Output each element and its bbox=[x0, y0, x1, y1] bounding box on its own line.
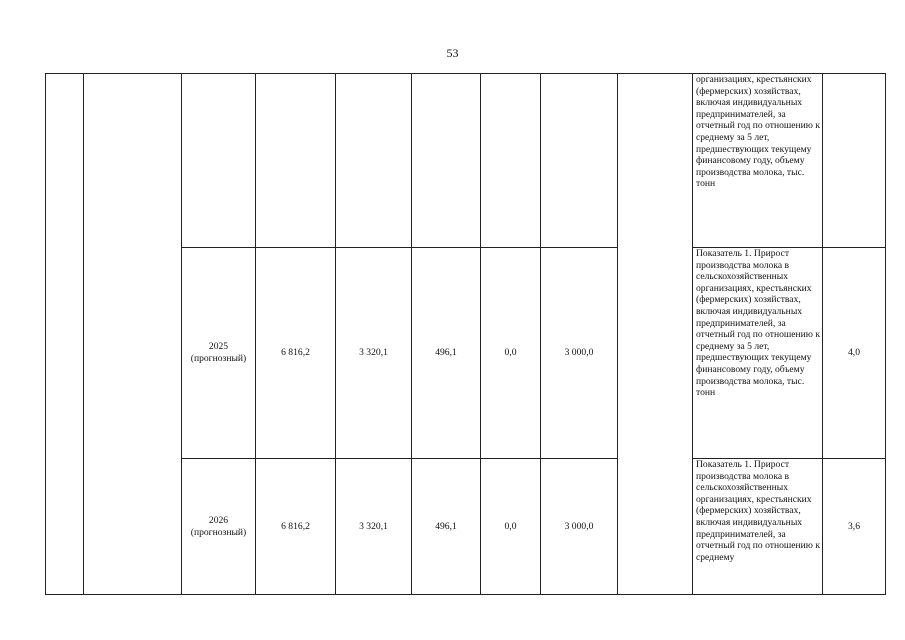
value-regional-cell bbox=[412, 74, 481, 248]
value-other-cell: 3 000,0 bbox=[541, 459, 618, 595]
value-local-cell: 0,0 bbox=[481, 248, 541, 459]
year-cell bbox=[182, 248, 256, 459]
value-federal-cell: 3 320,1 bbox=[336, 248, 412, 459]
value-total-cell bbox=[256, 74, 336, 248]
year-label: 2025 bbox=[208, 341, 229, 353]
year-cell bbox=[182, 459, 256, 595]
value-local-cell: 0,0 bbox=[481, 459, 541, 595]
value-regional-cell: 496,1 bbox=[412, 459, 481, 595]
indicator-name-cell: Показатель 1. Прирост производства молока в сельскохозяйственных организациях, крестьянских (фермерских) хозяйствах, включая индивидуальных предпринимателей, за отчетный год по отношению к среднему за 5 лет, предшествующих текущему финансовому году, объему производства молока, тыс. тонн bbox=[693, 248, 823, 459]
program-table bbox=[45, 73, 886, 595]
value-total-cell: 6 816,2 bbox=[256, 248, 336, 459]
value-federal-cell: 3 320,1 bbox=[336, 459, 412, 595]
year-note: (прогнозный) bbox=[190, 526, 247, 538]
name-cell bbox=[84, 74, 182, 595]
indicator-value-cell: 4,0 bbox=[823, 248, 886, 459]
value-other-cell: 3 000,0 bbox=[541, 248, 618, 459]
year-note: (прогнозный) bbox=[190, 353, 247, 364]
executor-cell bbox=[618, 74, 693, 595]
value-total-cell: 6 816,2 bbox=[256, 459, 336, 595]
value-regional-cell: 496,1 bbox=[412, 248, 481, 459]
indicator-value-cell: 3,6 bbox=[823, 459, 886, 595]
value-other-cell bbox=[541, 74, 618, 248]
table-row bbox=[46, 74, 886, 248]
page-number: 53 bbox=[446, 46, 459, 60]
year-label: 2026 bbox=[208, 514, 229, 526]
indicator-name-cell: организациях, крестьянских (фермерских) хозяйствах, включая индивидуальных предпринимателей, за отчетный год по отношению к среднему за 5 лет, предшествующих текущему финансовому году, объему производства молока, тыс. тонн bbox=[693, 74, 823, 248]
year-cell bbox=[182, 74, 256, 248]
indicator-value-cell bbox=[823, 74, 886, 248]
value-federal-cell bbox=[336, 74, 412, 248]
number-cell bbox=[46, 74, 84, 595]
value-local-cell bbox=[481, 74, 541, 248]
indicator-name-cell bbox=[693, 459, 823, 595]
indicator-text: Показатель 1. Прирост производства молока в сельскохозяйственных организациях, крестьянских (фермерских) хозяйствах, включая индивидуальных предпринимателей, за отчетный год по отношению к среднему bbox=[696, 459, 820, 563]
